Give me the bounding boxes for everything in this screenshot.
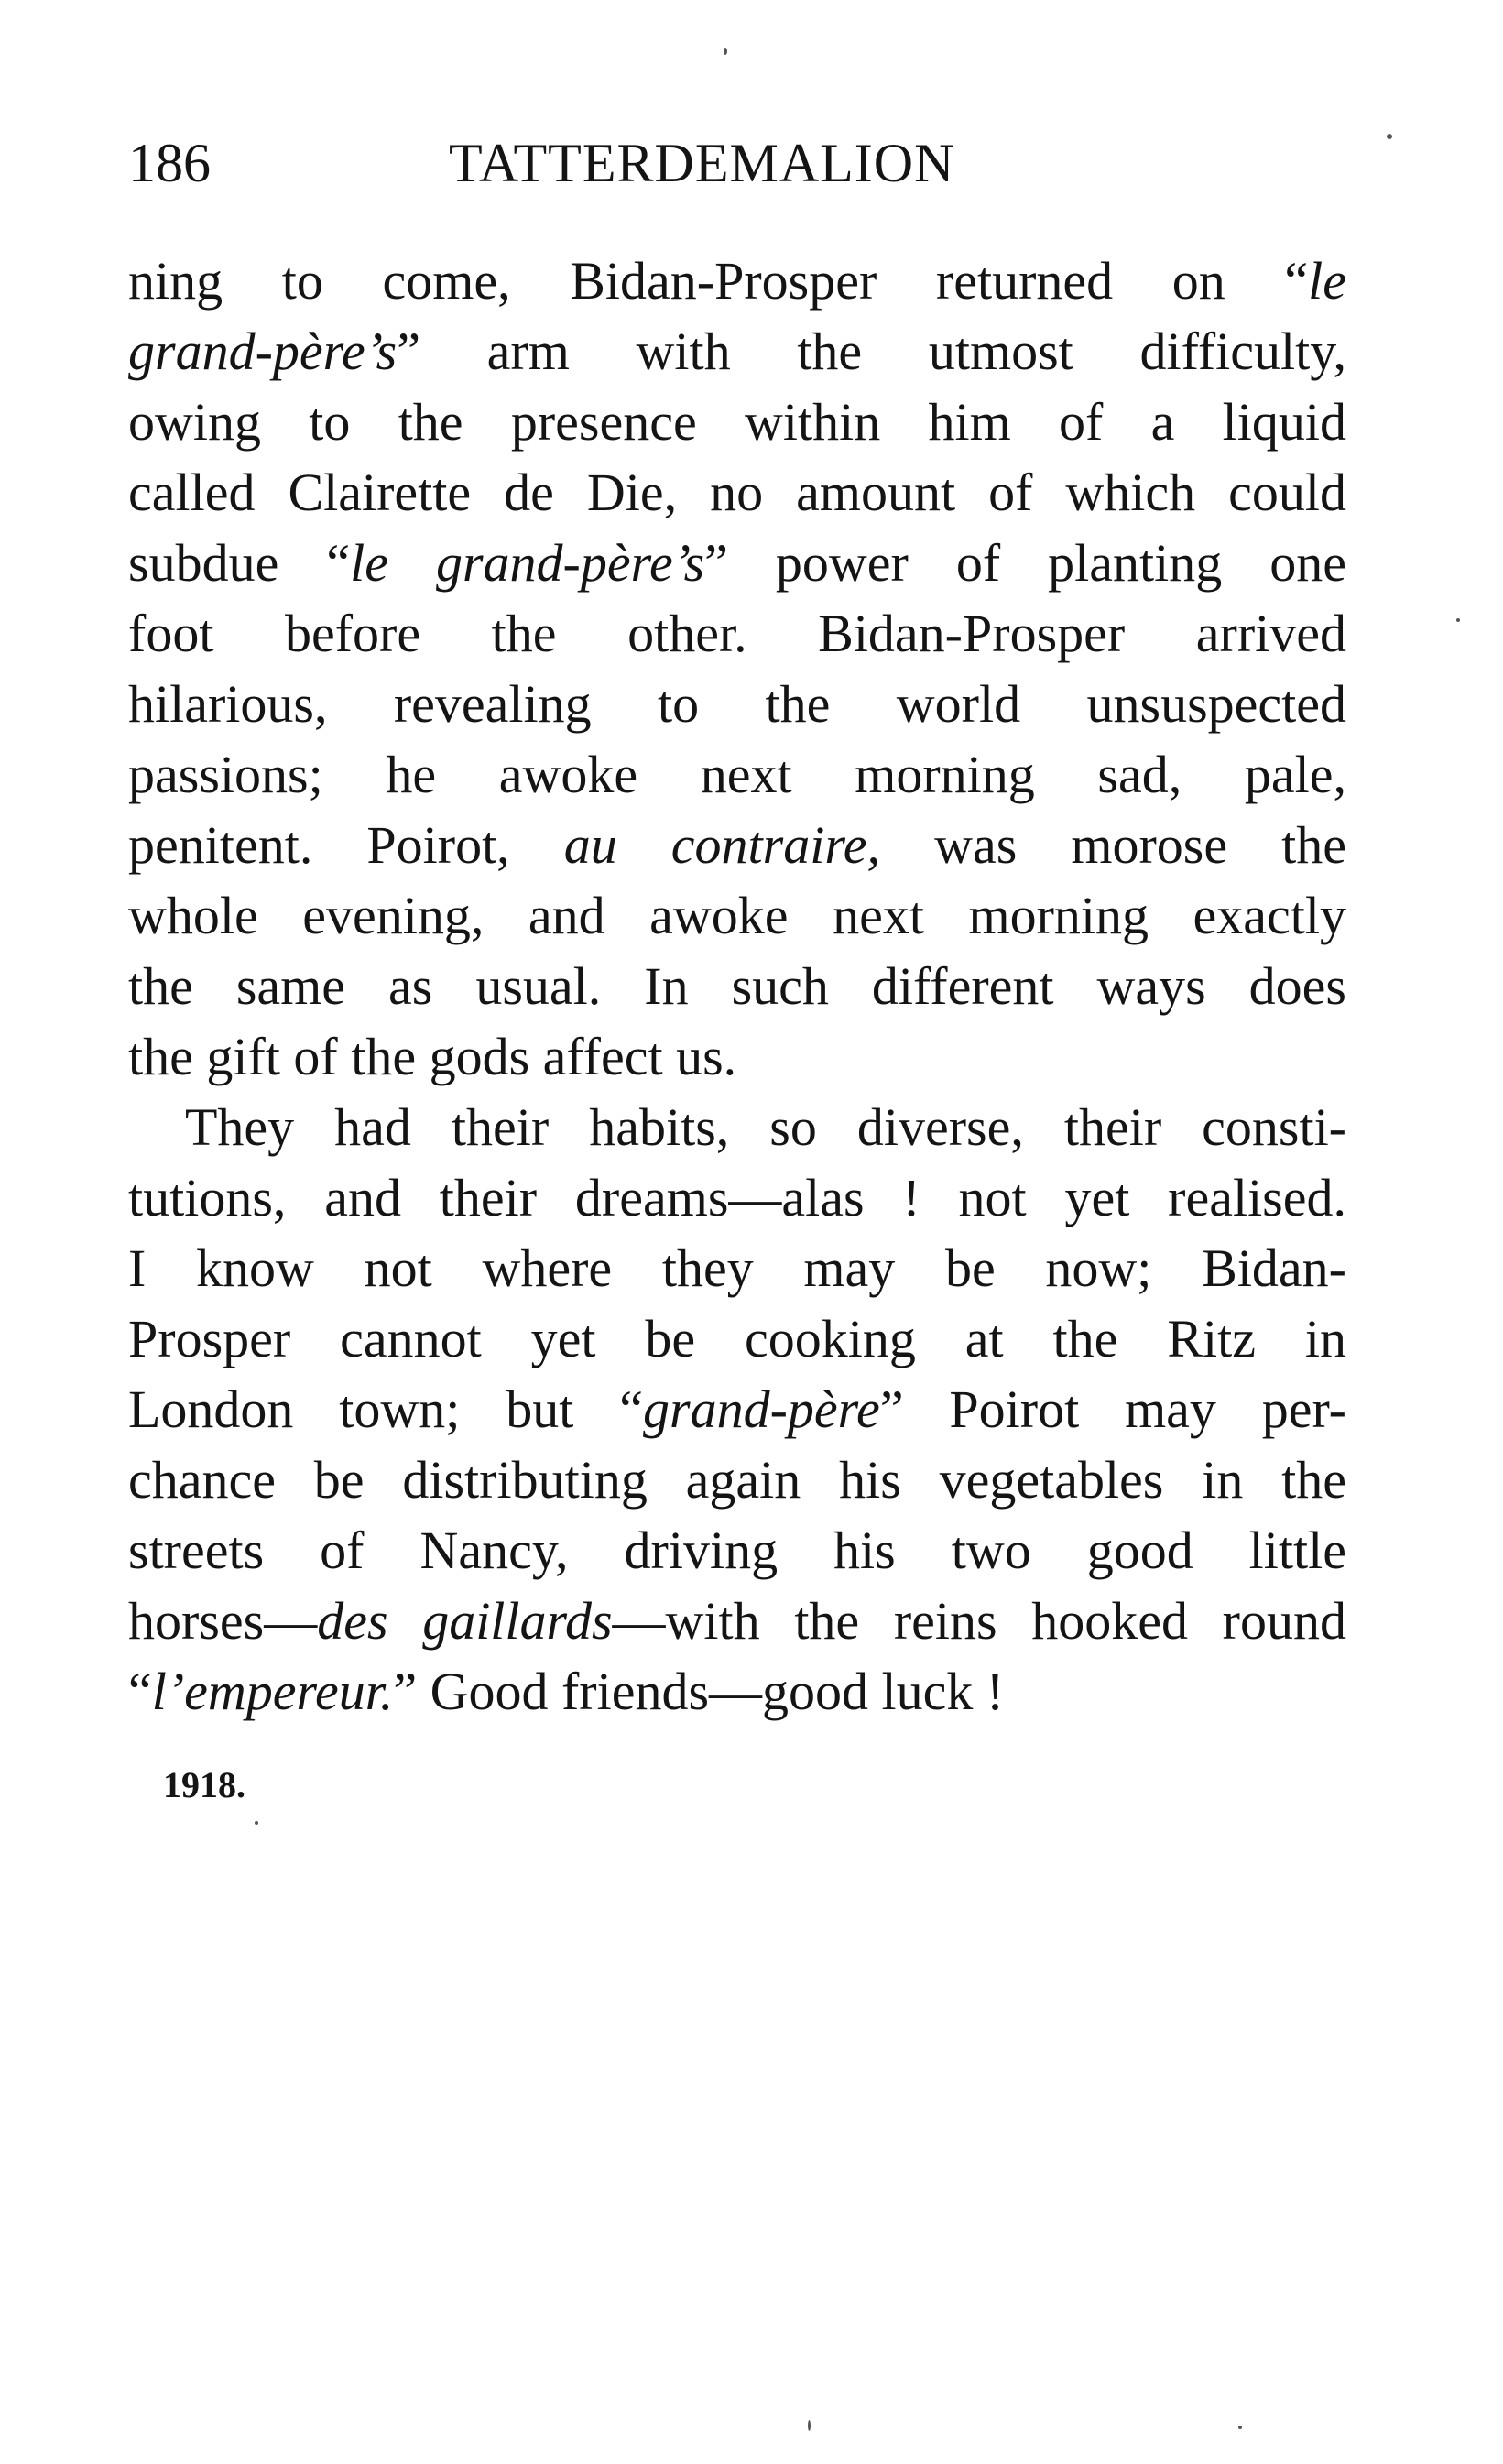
text-line: streets of Nancy, driving his two good little <box>128 1521 1346 1580</box>
italic-run: grand-père’s <box>128 322 398 381</box>
text-line: They had their habits, so diverse, their consti- <box>185 1097 1346 1157</box>
text-line: passions; he awoke next morning sad, pale, <box>128 745 1346 804</box>
text-run: horses— <box>128 1591 318 1651</box>
text-line: foot before the other. Bidan-Prosper arrived <box>128 604 1346 663</box>
text-run: “ <box>128 1662 152 1721</box>
text-line: the same as usual. In such different ways does <box>128 956 1346 1016</box>
scan-speck <box>1456 618 1460 622</box>
text-line <box>128 528 1346 598</box>
running-title: TATTERDEMALION <box>449 133 955 193</box>
text-line: chance be distributing again his vegetables in the <box>128 1450 1346 1510</box>
text-run: was morose the <box>880 815 1346 875</box>
text-line: Prosper cannot yet be cooking at the Ritz in <box>128 1309 1346 1368</box>
text-run: London town; but “ <box>128 1379 643 1439</box>
italic-run: le <box>1308 251 1346 311</box>
page-number: 186 <box>128 133 211 193</box>
date-line: 1918. <box>163 1764 245 1805</box>
text-line: I know not where they may be now; Bidan- <box>128 1238 1346 1298</box>
italic-run: des gaillards <box>317 1591 613 1651</box>
italic-run: grand-père <box>643 1379 880 1439</box>
italic-run: le grand-père’s <box>350 533 705 593</box>
text-line: tutions, and their dreams—alas ! not yet realised. <box>128 1168 1346 1227</box>
text-line <box>128 316 1346 387</box>
text-run: ning to come, Bidan-Prosper returned on “ <box>128 251 1309 311</box>
scan-speck <box>255 1821 258 1825</box>
italic-run: l’empereur. <box>151 1662 394 1721</box>
text-run: ” Poirot may per- <box>879 1379 1346 1439</box>
running-header <box>128 126 1346 200</box>
text-run: penitent. Poirot, <box>128 815 564 875</box>
scan-speck <box>724 48 727 55</box>
text-line <box>128 1586 1346 1656</box>
text-run: subdue “ <box>128 533 351 593</box>
scan-speck <box>1387 134 1392 139</box>
text-line: hilarious, revealing to the world unsuspected <box>128 674 1346 734</box>
body-text <box>128 245 1346 1727</box>
text-line <box>128 1374 1346 1445</box>
italic-run: au contraire, <box>563 815 881 875</box>
scan-speck <box>1238 2426 1242 2429</box>
text-line <box>128 1656 1346 1727</box>
text-line <box>128 810 1346 880</box>
text-run: ” arm with the utmost difficulty, <box>397 322 1346 381</box>
scan-speck <box>808 2420 811 2431</box>
text-run: —with the reins hooked round <box>612 1591 1346 1651</box>
text-line: whole evening, and awoke next morning exactly <box>128 886 1346 945</box>
text-line: the gift of the gods affect us. <box>128 1027 737 1086</box>
text-run: ” power of planting one <box>704 533 1347 593</box>
text-line: owing to the presence within him of a liquid <box>128 392 1346 452</box>
text-line <box>128 245 1346 316</box>
text-line: called Clairette de Die, no amount of which could <box>128 463 1346 522</box>
text-run: ” Good friends—good luck ! <box>393 1662 1005 1721</box>
